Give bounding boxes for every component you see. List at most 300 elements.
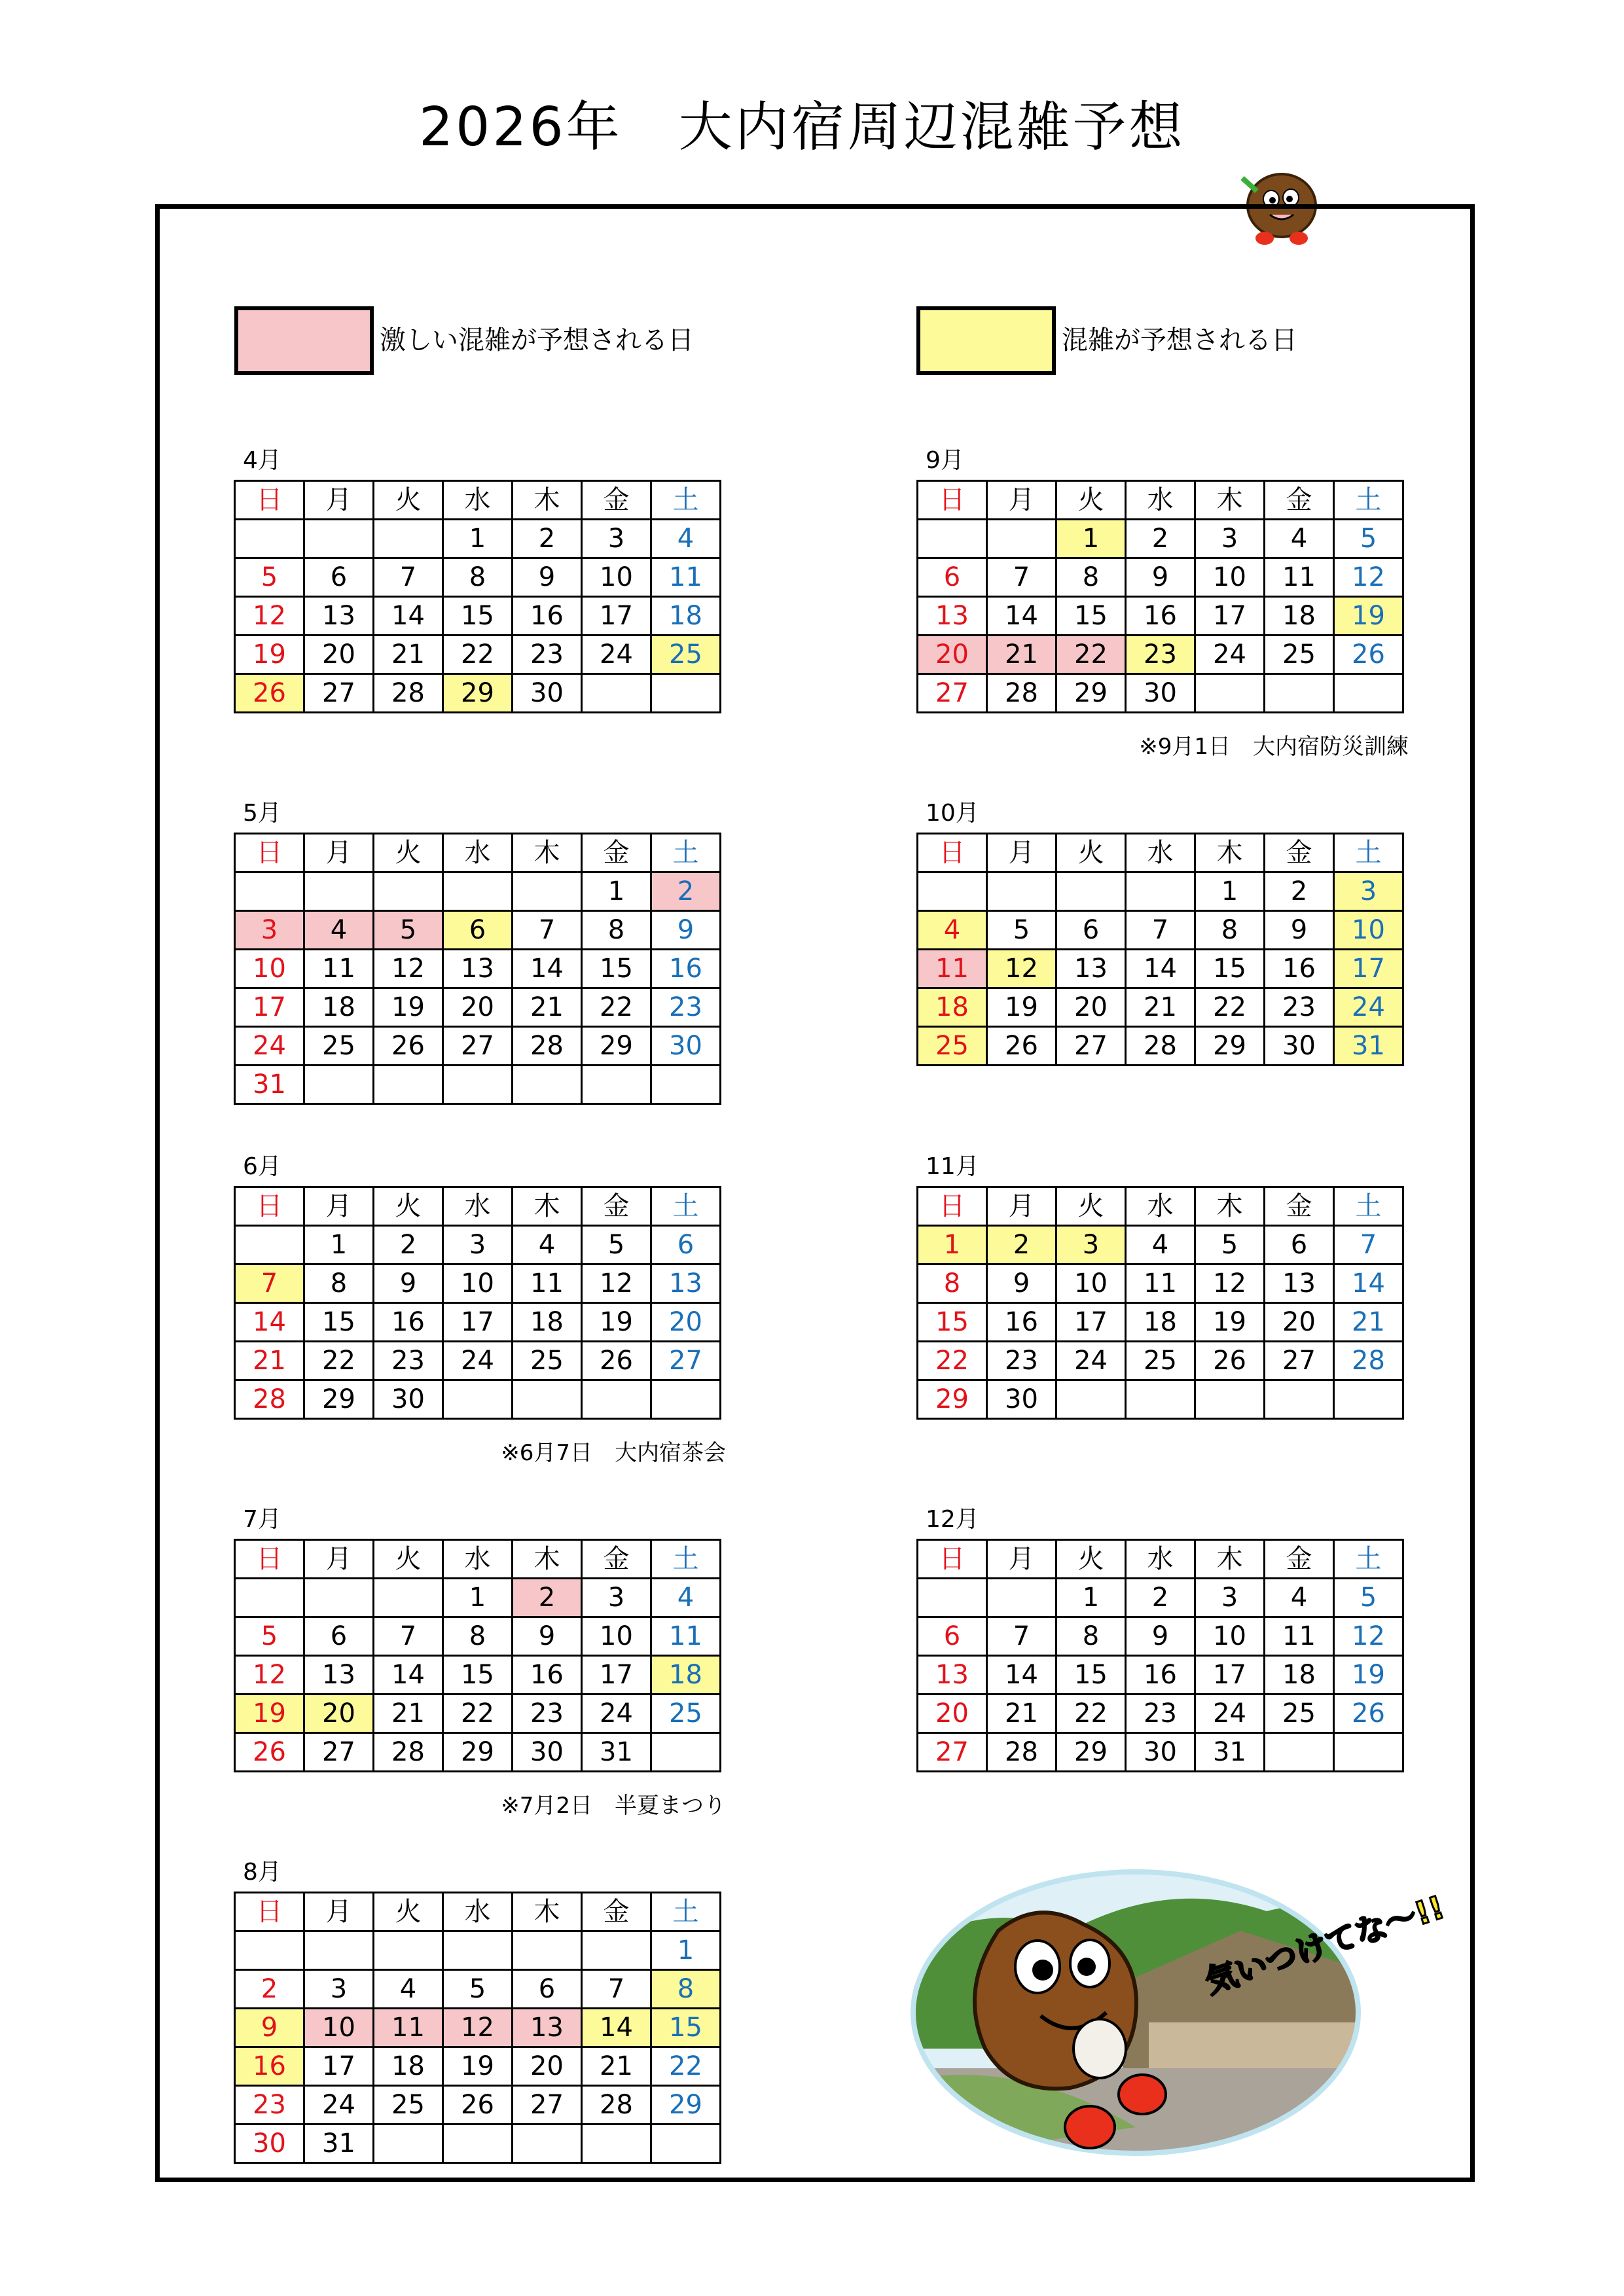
weekday-header: 金 xyxy=(582,834,651,872)
day-cell: 2 xyxy=(513,520,582,558)
weekday-header: 火 xyxy=(374,1893,443,1931)
day-cell: 11 xyxy=(651,558,721,597)
day-cell: 25 xyxy=(1126,1342,1195,1380)
calendar-august xyxy=(234,1859,721,2164)
mascot-caption: 気いつけてな～!! xyxy=(1200,1889,1449,2001)
calendar-april xyxy=(234,447,721,713)
week-row xyxy=(235,1342,721,1380)
day-cell: 4 xyxy=(651,520,721,558)
day-cell xyxy=(582,674,651,713)
day-cell xyxy=(513,1931,582,1970)
day-cell: 11 xyxy=(918,950,987,988)
day-cell: 19 xyxy=(235,636,304,674)
day-cell: 5 xyxy=(987,911,1056,950)
day-cell xyxy=(651,1380,721,1419)
day-cell: 28 xyxy=(987,1733,1056,1772)
day-cell: 15 xyxy=(304,1303,374,1342)
week-row xyxy=(235,597,721,636)
day-cell: 29 xyxy=(651,2086,721,2125)
day-cell: 31 xyxy=(582,1733,651,1772)
month-note: ※7月2日 半夏まつり xyxy=(501,1793,726,1819)
day-cell: 26 xyxy=(235,674,304,713)
weekday-header: 水 xyxy=(443,1187,513,1226)
weekday-header: 金 xyxy=(582,1540,651,1579)
day-cell: 27 xyxy=(1265,1342,1334,1380)
weekday-header: 火 xyxy=(374,1187,443,1226)
day-cell: 7 xyxy=(513,911,582,950)
weekday-header-row xyxy=(918,834,1403,872)
weekday-header: 火 xyxy=(374,1540,443,1579)
weekday-header: 火 xyxy=(1056,834,1126,872)
month-note: ※9月1日 大内宿防災訓練 xyxy=(1139,734,1409,760)
day-cell: 20 xyxy=(1265,1303,1334,1342)
day-cell: 23 xyxy=(1126,1695,1195,1733)
day-cell: 28 xyxy=(513,1027,582,1066)
day-cell: 20 xyxy=(304,1695,374,1733)
weekday-header: 木 xyxy=(1195,1187,1265,1226)
day-cell: 26 xyxy=(987,1027,1056,1066)
month-grid xyxy=(234,1186,721,1420)
day-cell: 17 xyxy=(235,988,304,1027)
weekday-header: 土 xyxy=(651,1540,721,1579)
day-cell: 14 xyxy=(235,1303,304,1342)
day-cell xyxy=(443,1066,513,1104)
day-cell: 8 xyxy=(1056,558,1126,597)
week-row xyxy=(235,1970,721,2009)
day-cell: 7 xyxy=(1126,911,1195,950)
day-cell: 29 xyxy=(1195,1027,1265,1066)
day-cell: 12 xyxy=(235,597,304,636)
day-cell: 11 xyxy=(304,950,374,988)
weekday-header: 金 xyxy=(582,1187,651,1226)
day-cell: 21 xyxy=(513,988,582,1027)
day-cell: 30 xyxy=(513,1733,582,1772)
weekday-header: 金 xyxy=(1265,1187,1334,1226)
weekday-header: 水 xyxy=(1126,1540,1195,1579)
week-row xyxy=(235,2047,721,2086)
day-cell xyxy=(1265,674,1334,713)
day-cell: 3 xyxy=(304,1970,374,2009)
day-cell: 17 xyxy=(443,1303,513,1342)
day-cell xyxy=(651,1733,721,1772)
day-cell: 24 xyxy=(1195,1695,1265,1733)
day-cell xyxy=(443,1380,513,1419)
week-row xyxy=(918,1226,1403,1265)
day-cell: 16 xyxy=(987,1303,1056,1342)
page-title: 2026年 大内宿周辺混雑予想 xyxy=(419,96,1185,158)
day-cell: 13 xyxy=(443,950,513,988)
day-cell: 19 xyxy=(1334,597,1403,636)
day-cell xyxy=(582,1066,651,1104)
week-row xyxy=(235,1695,721,1733)
day-cell xyxy=(235,1579,304,1617)
weekday-header: 月 xyxy=(987,834,1056,872)
day-cell xyxy=(443,1931,513,1970)
day-cell: 6 xyxy=(918,1617,987,1656)
day-cell: 17 xyxy=(1334,950,1403,988)
day-cell: 25 xyxy=(651,636,721,674)
day-cell xyxy=(918,520,987,558)
day-cell: 15 xyxy=(918,1303,987,1342)
week-row xyxy=(235,2125,721,2163)
day-cell: 26 xyxy=(1195,1342,1265,1380)
weekday-header: 火 xyxy=(374,834,443,872)
day-cell: 11 xyxy=(1265,1617,1334,1656)
day-cell xyxy=(1265,1380,1334,1419)
week-row xyxy=(235,988,721,1027)
day-cell: 15 xyxy=(651,2009,721,2047)
day-cell: 13 xyxy=(1265,1265,1334,1303)
day-cell: 15 xyxy=(1056,597,1126,636)
weekday-header-row xyxy=(918,1540,1403,1579)
day-cell xyxy=(582,2125,651,2163)
day-cell xyxy=(582,1931,651,1970)
week-row xyxy=(918,911,1403,950)
weekday-header: 月 xyxy=(987,481,1056,520)
day-cell: 12 xyxy=(443,2009,513,2047)
week-row xyxy=(918,1656,1403,1695)
weekday-header: 木 xyxy=(513,834,582,872)
day-cell: 29 xyxy=(1056,674,1126,713)
day-cell: 28 xyxy=(374,1733,443,1772)
month-title: 5月 xyxy=(243,800,281,827)
title-row xyxy=(0,85,1624,170)
day-cell xyxy=(1334,1380,1403,1419)
day-cell: 9 xyxy=(374,1265,443,1303)
day-cell: 25 xyxy=(1265,1695,1334,1733)
day-cell: 28 xyxy=(1334,1342,1403,1380)
day-cell xyxy=(304,1579,374,1617)
weekday-header: 金 xyxy=(1265,834,1334,872)
day-cell: 12 xyxy=(1334,558,1403,597)
day-cell: 13 xyxy=(304,597,374,636)
month-grid xyxy=(916,1539,1404,1772)
day-cell xyxy=(513,872,582,911)
day-cell: 13 xyxy=(1056,950,1126,988)
month-title: 9月 xyxy=(926,447,964,474)
week-row xyxy=(918,1733,1403,1772)
day-cell: 24 xyxy=(235,1027,304,1066)
weekday-header: 土 xyxy=(651,1187,721,1226)
day-cell: 11 xyxy=(651,1617,721,1656)
week-row xyxy=(918,597,1403,636)
day-cell: 29 xyxy=(304,1380,374,1419)
week-row xyxy=(235,872,721,911)
day-cell: 25 xyxy=(918,1027,987,1066)
day-cell: 24 xyxy=(304,2086,374,2125)
day-cell: 2 xyxy=(987,1226,1056,1265)
day-cell: 8 xyxy=(1195,911,1265,950)
day-cell: 24 xyxy=(1056,1342,1126,1380)
day-cell: 29 xyxy=(582,1027,651,1066)
weekday-header: 土 xyxy=(651,1893,721,1931)
day-cell: 22 xyxy=(918,1342,987,1380)
day-cell: 16 xyxy=(513,1656,582,1695)
day-cell: 16 xyxy=(235,2047,304,2086)
week-row xyxy=(918,1027,1403,1066)
week-row xyxy=(235,1066,721,1104)
day-cell: 18 xyxy=(513,1303,582,1342)
day-cell: 9 xyxy=(1126,558,1195,597)
day-cell: 14 xyxy=(513,950,582,988)
day-cell xyxy=(918,1579,987,1617)
day-cell: 6 xyxy=(1265,1226,1334,1265)
day-cell: 27 xyxy=(304,1733,374,1772)
day-cell: 10 xyxy=(1195,558,1265,597)
day-cell: 20 xyxy=(443,988,513,1027)
weekday-header: 木 xyxy=(513,1187,582,1226)
weekday-header: 土 xyxy=(651,481,721,520)
day-cell: 13 xyxy=(304,1656,374,1695)
day-cell xyxy=(513,1380,582,1419)
day-cell: 25 xyxy=(1265,636,1334,674)
day-cell xyxy=(304,872,374,911)
day-cell xyxy=(1195,1380,1265,1419)
day-cell: 27 xyxy=(513,2086,582,2125)
day-cell: 31 xyxy=(1195,1733,1265,1772)
day-cell: 5 xyxy=(1334,1579,1403,1617)
day-cell: 5 xyxy=(1195,1226,1265,1265)
day-cell: 28 xyxy=(374,674,443,713)
week-row xyxy=(235,674,721,713)
week-row xyxy=(918,1579,1403,1617)
day-cell: 20 xyxy=(513,2047,582,2086)
day-cell xyxy=(1056,1380,1126,1419)
week-row xyxy=(235,1303,721,1342)
day-cell: 23 xyxy=(1126,636,1195,674)
day-cell: 11 xyxy=(513,1265,582,1303)
day-cell: 9 xyxy=(513,1617,582,1656)
day-cell: 15 xyxy=(582,950,651,988)
weekday-header: 金 xyxy=(582,481,651,520)
day-cell: 21 xyxy=(987,1695,1056,1733)
day-cell: 15 xyxy=(1195,950,1265,988)
day-cell: 24 xyxy=(1334,988,1403,1027)
day-cell: 22 xyxy=(304,1342,374,1380)
day-cell: 10 xyxy=(1056,1265,1126,1303)
day-cell: 24 xyxy=(1195,636,1265,674)
day-cell: 14 xyxy=(987,597,1056,636)
day-cell: 16 xyxy=(1126,1656,1195,1695)
day-cell: 1 xyxy=(1056,1579,1126,1617)
day-cell: 3 xyxy=(443,1226,513,1265)
day-cell: 19 xyxy=(582,1303,651,1342)
day-cell xyxy=(443,2125,513,2163)
weekday-header: 月 xyxy=(304,481,374,520)
day-cell: 21 xyxy=(374,1695,443,1733)
week-row xyxy=(235,1617,721,1656)
weekday-header: 日 xyxy=(918,481,987,520)
day-cell: 12 xyxy=(987,950,1056,988)
day-cell: 10 xyxy=(582,1617,651,1656)
day-cell: 30 xyxy=(1265,1027,1334,1066)
day-cell: 26 xyxy=(1334,1695,1403,1733)
day-cell: 12 xyxy=(1195,1265,1265,1303)
day-cell: 8 xyxy=(918,1265,987,1303)
day-cell: 26 xyxy=(582,1342,651,1380)
day-cell: 10 xyxy=(304,2009,374,2047)
day-cell: 22 xyxy=(1056,636,1126,674)
day-cell: 27 xyxy=(918,674,987,713)
month-grid xyxy=(916,833,1404,1066)
day-cell: 17 xyxy=(1056,1303,1126,1342)
day-cell: 28 xyxy=(582,2086,651,2125)
week-row xyxy=(918,988,1403,1027)
week-row xyxy=(918,1380,1403,1419)
week-row xyxy=(235,911,721,950)
day-cell xyxy=(651,2125,721,2163)
weekday-header: 水 xyxy=(443,834,513,872)
weekday-header: 水 xyxy=(1126,1187,1195,1226)
day-cell: 8 xyxy=(304,1265,374,1303)
week-row xyxy=(235,636,721,674)
day-cell: 2 xyxy=(1126,520,1195,558)
day-cell: 29 xyxy=(918,1380,987,1419)
day-cell: 14 xyxy=(1126,950,1195,988)
day-cell: 4 xyxy=(651,1579,721,1617)
day-cell: 28 xyxy=(1126,1027,1195,1066)
calendar-september xyxy=(916,447,1409,760)
weekday-header: 火 xyxy=(1056,1540,1126,1579)
day-cell xyxy=(918,872,987,911)
day-cell: 18 xyxy=(374,2047,443,2086)
day-cell: 30 xyxy=(513,674,582,713)
day-cell: 22 xyxy=(651,2047,721,2086)
day-cell xyxy=(443,872,513,911)
month-title: 12月 xyxy=(926,1506,979,1533)
weekday-header: 月 xyxy=(304,1540,374,1579)
weekday-header-row xyxy=(235,481,721,520)
calendar-october xyxy=(916,800,1404,1066)
month-grid xyxy=(234,833,721,1105)
day-cell: 1 xyxy=(918,1226,987,1265)
day-cell: 18 xyxy=(1265,597,1334,636)
day-cell: 4 xyxy=(374,1970,443,2009)
day-cell: 20 xyxy=(918,636,987,674)
day-cell: 7 xyxy=(235,1265,304,1303)
day-cell xyxy=(374,1931,443,1970)
day-cell: 4 xyxy=(304,911,374,950)
week-row xyxy=(235,520,721,558)
weekday-header: 火 xyxy=(1056,481,1126,520)
day-cell: 20 xyxy=(918,1695,987,1733)
day-cell: 4 xyxy=(1265,1579,1334,1617)
day-cell: 21 xyxy=(374,636,443,674)
day-cell: 25 xyxy=(374,2086,443,2125)
day-cell xyxy=(374,520,443,558)
day-cell: 15 xyxy=(1056,1656,1126,1695)
day-cell: 3 xyxy=(1195,1579,1265,1617)
day-cell xyxy=(235,1931,304,1970)
day-cell: 15 xyxy=(443,597,513,636)
week-row xyxy=(235,1579,721,1617)
day-cell: 21 xyxy=(987,636,1056,674)
day-cell xyxy=(235,520,304,558)
week-row xyxy=(918,558,1403,597)
day-cell: 4 xyxy=(513,1226,582,1265)
day-cell: 22 xyxy=(443,636,513,674)
day-cell: 21 xyxy=(235,1342,304,1380)
day-cell: 9 xyxy=(513,558,582,597)
day-cell: 25 xyxy=(513,1342,582,1380)
weekday-header: 土 xyxy=(651,834,721,872)
day-cell: 21 xyxy=(1126,988,1195,1027)
day-cell: 1 xyxy=(651,1931,721,1970)
weekday-header: 日 xyxy=(235,481,304,520)
weekday-header: 日 xyxy=(235,1187,304,1226)
day-cell: 6 xyxy=(513,1970,582,2009)
day-cell: 9 xyxy=(1265,911,1334,950)
day-cell xyxy=(304,520,374,558)
day-cell: 12 xyxy=(582,1265,651,1303)
day-cell: 13 xyxy=(918,597,987,636)
weekday-header: 日 xyxy=(918,1540,987,1579)
day-cell: 9 xyxy=(235,2009,304,2047)
day-cell: 14 xyxy=(1334,1265,1403,1303)
day-cell: 4 xyxy=(1265,520,1334,558)
weekday-header: 木 xyxy=(513,481,582,520)
day-cell: 5 xyxy=(443,1970,513,2009)
day-cell: 9 xyxy=(651,911,721,950)
day-cell: 28 xyxy=(987,674,1056,713)
day-cell xyxy=(374,1579,443,1617)
day-cell: 8 xyxy=(443,558,513,597)
day-cell: 26 xyxy=(1334,636,1403,674)
day-cell: 9 xyxy=(1126,1617,1195,1656)
weekday-header: 日 xyxy=(235,834,304,872)
day-cell: 5 xyxy=(374,911,443,950)
day-cell: 26 xyxy=(374,1027,443,1066)
day-cell xyxy=(374,1066,443,1104)
weekday-header: 土 xyxy=(1334,1540,1403,1579)
day-cell: 19 xyxy=(1334,1656,1403,1695)
day-cell: 13 xyxy=(513,2009,582,2047)
day-cell: 23 xyxy=(513,636,582,674)
day-cell: 25 xyxy=(651,1695,721,1733)
day-cell: 17 xyxy=(304,2047,374,2086)
week-row xyxy=(235,2009,721,2047)
day-cell: 5 xyxy=(582,1226,651,1265)
day-cell: 18 xyxy=(651,1656,721,1695)
day-cell: 30 xyxy=(235,2125,304,2163)
mascot-illustration xyxy=(874,1852,1449,2166)
day-cell xyxy=(513,1066,582,1104)
day-cell: 8 xyxy=(582,911,651,950)
day-cell: 26 xyxy=(235,1733,304,1772)
day-cell: 1 xyxy=(1195,872,1265,911)
week-row xyxy=(235,1656,721,1695)
day-cell: 14 xyxy=(374,597,443,636)
weekday-header-row xyxy=(235,1540,721,1579)
day-cell xyxy=(1334,674,1403,713)
day-cell: 19 xyxy=(1195,1303,1265,1342)
day-cell: 14 xyxy=(987,1656,1056,1695)
day-cell xyxy=(651,674,721,713)
day-cell xyxy=(1126,872,1195,911)
day-cell: 27 xyxy=(651,1342,721,1380)
week-row xyxy=(235,950,721,988)
day-cell: 10 xyxy=(1195,1617,1265,1656)
month-note: ※6月7日 大内宿茶会 xyxy=(501,1440,726,1466)
weekday-header-row xyxy=(235,1893,721,1931)
day-cell: 1 xyxy=(582,872,651,911)
month-grid xyxy=(916,1186,1404,1420)
week-row xyxy=(918,674,1403,713)
calendar-december xyxy=(916,1506,1404,1772)
month-title: 4月 xyxy=(243,447,281,474)
week-row xyxy=(918,636,1403,674)
day-cell: 2 xyxy=(374,1226,443,1265)
